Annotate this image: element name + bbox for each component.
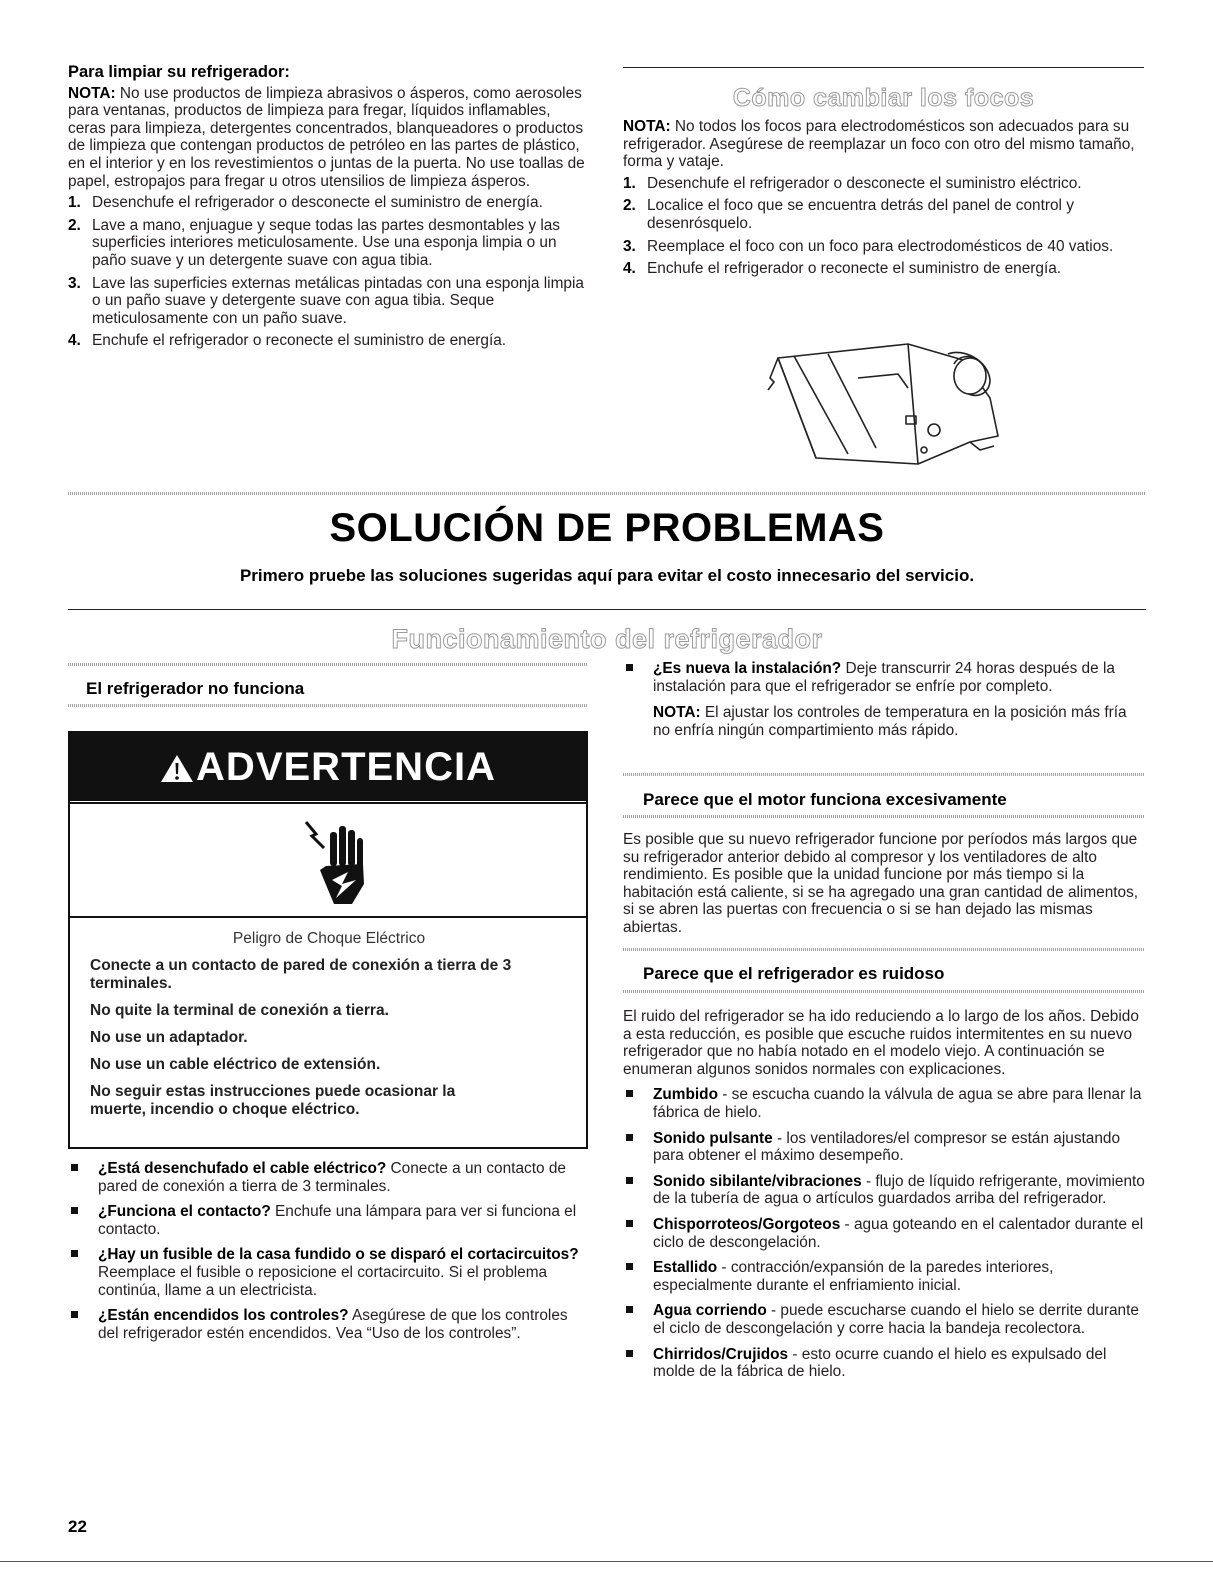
warning-hazard: Peligro de Choque Eléctrico [232,930,426,947]
bullet-square [626,1220,633,1227]
noise-item [623,1346,1148,1381]
warning-title: ADVERTENCIA [196,745,496,789]
bulbs-section [623,118,1148,283]
bulbs-step [623,260,1148,278]
step-number: 4. [68,332,81,350]
warning-line: No seguir estas instrucciones puede ocasionar la muerte, incendio o choque eléctrico. [90,1083,456,1118]
item-question: ¿Funciona el contacto? [98,1203,271,1221]
step-number: 4. [623,260,636,278]
bullet-square [71,1164,78,1171]
cleaning-step [68,194,588,212]
item-question: ¿Está desenchufado el cable eléctrico? [98,1160,387,1177]
not-working-item [68,1203,588,1238]
step-text: Desenchufe el refrigerador o desconecte el suministro eléctrico. [647,174,1082,192]
item-answer: Asegúrese de que los controles del refrigerador estén encendidos. Vea “Uso de los controles”. [98,1307,568,1342]
step-text: Reemplace el foco con un foco para electrodomésticos de 40 vatios. [647,237,1114,255]
cleaning-section [68,64,588,355]
page-number: 22 [68,1517,87,1536]
bulbs-heading: Cómo cambiar los focos [732,84,1035,112]
bulbs-step [623,175,1148,193]
bulbs-note [623,118,1148,171]
not-working-top-rule [68,663,588,666]
motor-bottom-rule [623,815,1145,818]
noise-desc: - esto ocurre cuando el hielo es expulsado del molde de la fábrica de hielo. [653,1345,1107,1381]
noisy-intro: El ruido del refrigerador se ha ido reduciendo a lo largo de los años. Debido a esta reducción, es posible que escuche ruidos intermitentes en su nuevo refrigerador que no había notado en el modelo viejo. A continuación se enumeran algunos sonidos normales con explicaciones. [623,1008,1139,1078]
bullet-square [626,1306,633,1313]
new-install-note [653,704,1145,739]
operation-section-heading: Funcionamiento del refrigerador [391,624,823,654]
noise-desc: - contracción/expansión de la paredes interiores, especialmente durante el enfriamiento inicial. [653,1259,1054,1294]
noise-item [623,1216,1148,1251]
item-question: ¿Están encendidos los controles? [98,1307,349,1325]
step-number: 3. [623,237,636,255]
noise-desc: - puede escucharse cuando el hielo se derrite durante el ciclo de descongelación y corre hacia la bandeja recolectora. [653,1302,1139,1337]
step-number: 2. [68,216,81,234]
noise-item [623,1259,1148,1294]
bullet-square [71,1311,78,1318]
motor-top-rule [623,773,1145,776]
cleaning-step [68,275,588,328]
item-answer: Enchufe una lámpara para ver si funciona el contacto. [98,1203,577,1238]
new-install-section [623,660,1145,747]
bullet-square [626,1177,633,1184]
not-working-list [68,1160,588,1350]
cleaning-step [68,332,588,350]
bullet-square [626,664,633,671]
noise-item [623,1086,1148,1121]
step-number: 3. [68,274,81,292]
step-text: Desenchufe el refrigerador o desconecte el suministro de energía. [92,194,543,212]
step-number: 2. [623,197,636,215]
bullet-square [71,1207,78,1214]
noise-desc: - los ventiladores/el compresor se están ajustando para obtener el máximo desempeño. [653,1129,1121,1165]
footer-rule [0,1561,1213,1562]
bulbs-steps [623,175,1148,278]
cleaning-heading: Para limpiar su refrigerador: [68,63,290,81]
cleaning-note [68,85,588,191]
noise-item [623,1302,1148,1337]
item-question: ¿Es nueva la instalación? [653,660,842,677]
bulbs-top-rule [623,67,1144,68]
bulbs-step [623,238,1148,256]
warning-body [70,918,586,1119]
motor-heading: Parece que el motor funciona excesivamente [643,790,1007,809]
noise-item [623,1130,1148,1165]
noise-desc: - flujo de líquido refrigerante, movimiento de la tubería de agua o artículos guardados arriba del refrigerador. [653,1172,1145,1208]
bullet-square [626,1134,633,1141]
noisy-heading: Parece que el refrigerador es ruidoso [643,964,945,983]
step-number: 1. [623,174,636,192]
noisy-top-rule [623,948,1145,951]
light-housing-illustration [758,338,1008,468]
noise-desc: - se escucha cuando la válvula de agua se abre para llenar la fábrica de hielo. [653,1086,1142,1121]
cleaning-steps [68,194,588,350]
bullet-square [626,1263,633,1270]
cleaning-step [68,217,588,270]
warning-triangle-icon [160,753,194,783]
bulbs-step [623,197,1148,232]
step-text: Lave a mano, enjuague y seque todas las partes desmontables y las superficies interiores meticulosamente. Use una esponja limpia o un paño suave y un detergente suave con agua tibia. [92,216,561,269]
note-text: El ajustar los controles de temperatura en la posición más fría no enfría ningún compartimiento más rápido. [653,704,1127,739]
bullet-square [626,1350,633,1357]
troubleshooting-subtitle: Primero pruebe las soluciones sugeridas aquí para evitar el costo innecesario del servicio. [239,566,975,585]
noise-term: Chirridos/Crujidos [653,1345,789,1363]
not-working-bottom-rule [68,704,588,707]
cleaning-note-label: NOTA: [68,84,116,102]
noise-term: Agua corriendo [653,1302,767,1320]
warning-line: No quite la terminal de conexión a tierra. [90,1002,389,1019]
not-working-item [68,1160,588,1195]
step-text: Enchufe el refrigerador o reconecte el suministro de energía. [92,332,507,350]
item-answer: Conecte a un contacto de pared de conexión a tierra de 3 terminales. [98,1160,566,1195]
warning-header [70,733,586,801]
step-text: Enchufe el refrigerador o reconecte el suministro de energía. [647,260,1062,278]
warning-box [68,731,588,1149]
noisy-bottom-rule [623,990,1145,993]
noise-term: Estallido [653,1259,718,1277]
warning-line: No use un cable eléctrico de extensión. [90,1056,381,1073]
electric-shock-icon [302,818,374,910]
warning-line: No use un adaptador. [90,1029,248,1046]
troubleshooting-title: SOLUCIÓN DE PROBLEMAS [329,506,885,550]
new-install-item [623,660,1145,739]
noise-term: Chisporroteos/Gorgoteos [653,1215,841,1233]
noise-item [623,1173,1148,1208]
not-working-item [68,1307,588,1342]
item-question: ¿Hay un fusible de la casa fundido o se disparó el cortacircuitos? [98,1246,579,1264]
noisy-section [623,1008,1148,1389]
not-working-item [68,1246,588,1299]
motor-text: Es posible que su nuevo refrigerador funcione por períodos más largos que su refrigerador anterior debido al compresor y los ventiladores de alto rendimiento. Es posible que la unidad funcione por más tiempo si la habitación está caliente, si se ha agregado una gran cantidad de alimentos, si se abren las puertas con frecuencia o si se han dejado las mismas abiertas. [623,831,1139,936]
step-text: Localice el foco que se encuentra detrás del panel de control y desenrósquelo. [647,197,1074,232]
shock-icon-area [70,804,586,916]
noise-list [623,1086,1148,1380]
cleaning-note-text: No use productos de limpieza abrasivos o ásperos, como aerosoles para ventanas, productos de limpieza para fregar, líquidos inflamables, ceras para limpieza, detergentes concentrados, blanqueadores o productos de limpieza que contengan productos de petróleo en las partes de plástico, en el interior y en los revestimientos o juntas de la puerta. No use toallas de papel, estropajos para fregar u otros utensilios de limpieza ásperos. [68,84,585,190]
note-label: NOTA: [653,704,701,722]
step-number: 1. [68,194,81,212]
not-working-heading: El refrigerador no funciona [86,679,305,698]
bulbs-note-label: NOTA: [623,118,671,135]
bullet-square [71,1250,78,1257]
bulbs-note-text: No todos los focos para electrodomésticos son adecuados para su refrigerador. Asegúrese de reemplazar un foco con otro del mismo tamaño, forma y vataje. [623,118,1135,171]
item-answer: Reemplace el fusible o reposicione el cortacircuito. Si el problema continúa, llame a un electricista. [98,1263,548,1299]
warning-line: Conecte a un contacto de pared de conexión a tierra de 3 terminales. [90,957,512,992]
bullet-square [626,1090,633,1097]
noise-desc: - agua goteando en el calentador durante el ciclo de descongelación. [653,1215,1144,1251]
step-text: Lave las superficies externas metálicas pintadas con una esponja limpia o un paño suave y detergente suave con agua tibia. Seque meticulosamente con un paño suave. [92,274,584,327]
section-top-rule [68,609,1146,610]
title-top-rule [68,492,1146,495]
item-answer: Deje transcurrir 24 horas después de la instalación para que el refrigerador se enfríe por completo. [653,660,1115,695]
noise-term: Zumbido [653,1086,718,1104]
noise-term: Sonido sibilante/vibraciones [653,1172,862,1190]
noise-term: Sonido pulsante [653,1129,773,1147]
